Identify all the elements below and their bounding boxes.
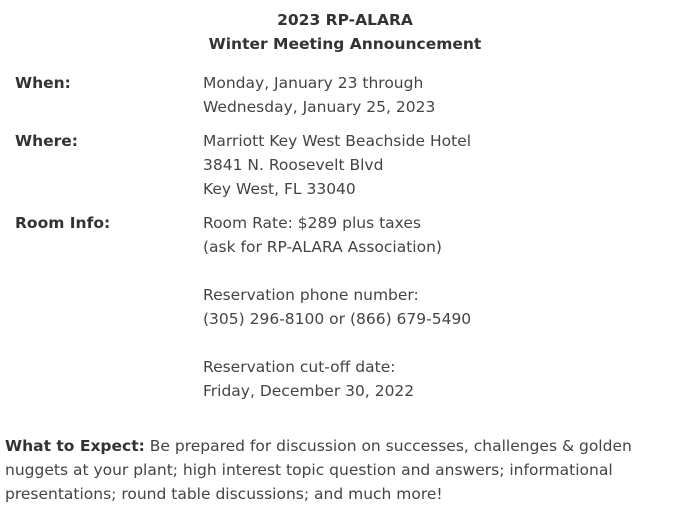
room-rate-note: (ask for RP-ALARA Association): [203, 238, 442, 256]
where-street: 3841 N. Roosevelt Blvd: [203, 156, 384, 174]
where-city: Key West, FL 33040: [203, 180, 356, 198]
room-rate: Room Rate: $289 plus taxes: [203, 214, 421, 232]
reservation-phone-label: Reservation phone number:: [203, 286, 419, 304]
spacer: [203, 331, 471, 355]
spacer: [203, 259, 471, 283]
reservation-cutoff-label: Reservation cut-off date:: [203, 358, 396, 376]
where-hotel: Marriott Key West Beachside Hotel: [203, 132, 472, 150]
room-info-label: Room Info:: [15, 214, 111, 232]
what-to-expect-label: What to Expect:: [5, 437, 145, 455]
title-line-1: 2023 RP-ALARA: [277, 11, 413, 29]
when-value: [203, 71, 435, 119]
when-label: When:: [15, 74, 71, 92]
announcement-title: [0, 8, 686, 56]
room-info-value: [203, 211, 471, 403]
title-line-2: Winter Meeting Announcement: [208, 35, 482, 53]
where-label: Where:: [15, 132, 78, 150]
where-value: [203, 129, 471, 201]
what-to-expect-paragraph: [5, 434, 683, 506]
when-line-1: Monday, January 23 through: [203, 74, 424, 92]
reservation-phone-numbers: (305) 296-8100 or (866) 679-5490: [203, 310, 472, 328]
reservation-cutoff-date: Friday, December 30, 2022: [203, 382, 415, 400]
when-line-2: Wednesday, January 25, 2023: [203, 98, 436, 116]
what-to-expect-text: Be prepared for discussion on successes, challenges & golden nuggets at your plant; high interest topic question and answers; informational presentations; round table discussions; and much more!: [5, 437, 632, 503]
